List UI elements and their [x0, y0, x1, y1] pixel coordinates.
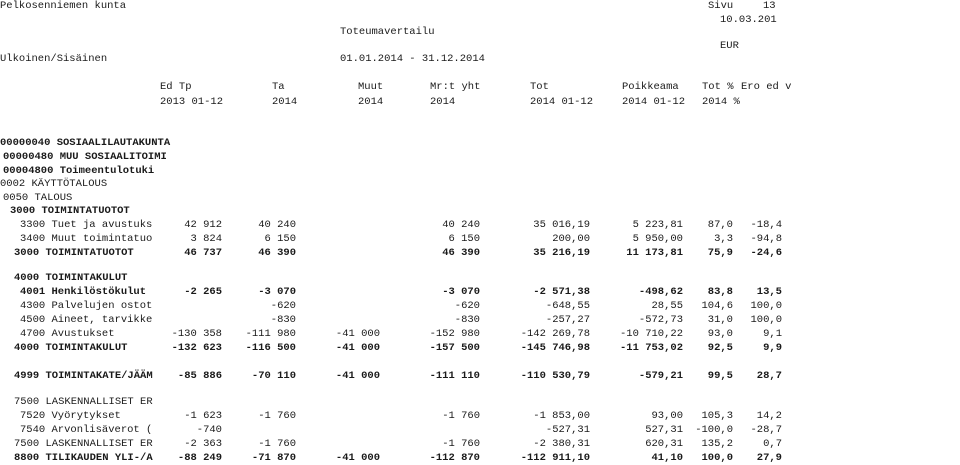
cell-ed-tp: -88 249	[177, 452, 222, 464]
cell-ta: -3 070	[258, 286, 296, 298]
cell-mrt-yht: -157 500	[429, 342, 480, 354]
cell-tot: 35 216,19	[533, 247, 590, 259]
cell-poikkeama: 5 223,81	[632, 219, 683, 231]
cell-ero-ed-v: 27,9	[756, 452, 782, 464]
cell-mrt-yht: -1 760	[442, 410, 480, 422]
cell-ed-tp: -2 265	[184, 286, 222, 298]
cell-ed-tp: -2 363	[184, 438, 222, 450]
cell-tot-pct: 75,9	[707, 247, 733, 259]
cell-ta: 40 240	[258, 219, 296, 231]
cell-poikkeama: 5 950,00	[632, 233, 683, 245]
cell-tot-pct: 31,0	[707, 314, 733, 326]
column-header-ed-tp-period: 2013 01-12	[160, 96, 224, 108]
cell-ero-ed-v: 9,1	[763, 328, 782, 340]
cell-poikkeama: -572,73	[638, 314, 683, 326]
cell-ed-tp: -740	[196, 424, 222, 436]
hierarchy-line: 00000480 MUU SOSIAALITOIMI	[3, 151, 167, 163]
cell-ed-tp: 42 912	[184, 219, 222, 231]
hierarchy-line: 00000040 SOSIAALILAUTAKUNTA	[0, 137, 171, 149]
cell-mrt-yht: -1 760	[442, 438, 480, 450]
cell-muut: -41 000	[335, 452, 380, 464]
cell-poikkeama: 93,00	[651, 410, 683, 422]
cell-ero-ed-v: 9,9	[763, 342, 782, 354]
organization-name: Pelkosenniemen kunta	[0, 0, 127, 12]
cell-ero-ed-v: 0,7	[763, 438, 782, 450]
cell-tot: -2 380,31	[533, 438, 590, 450]
cell-ero-ed-v: 100,0	[750, 314, 782, 326]
row-label: 7520 Vyörytykset	[20, 410, 121, 422]
report-title: Toteumavertailu	[340, 26, 435, 38]
cell-ta: -71 870	[251, 452, 296, 464]
column-header-tot-pct-period: 2014 %	[702, 96, 740, 108]
cell-tot-pct: 105,3	[701, 410, 733, 422]
cell-mrt-yht: -111 110	[429, 370, 480, 382]
row-label: 3400 Muut toimintatuo	[20, 233, 153, 245]
column-header-tot-period: 2014 01-12	[530, 96, 594, 108]
cell-mrt-yht: 6 150	[448, 233, 480, 245]
cell-tot: -648,55	[545, 300, 590, 312]
column-header-muut: Muut	[358, 81, 384, 93]
row-label: 3000 TOIMINTATUOTOT	[14, 247, 134, 259]
cell-ta: 46 390	[258, 247, 296, 259]
cell-muut: -41 000	[335, 370, 380, 382]
report-date: 10.03.201	[720, 14, 777, 26]
cell-ed-tp: -132 623	[171, 342, 222, 354]
cell-ero-ed-v: 13,5	[756, 286, 782, 298]
column-header-muut-period: 2014	[358, 96, 384, 108]
hierarchy-line: 0050 TALOUS	[3, 192, 73, 204]
hierarchy-line: 00004800 Toimeentulotuki	[3, 165, 155, 177]
cell-tot: -1 853,00	[533, 410, 590, 422]
cell-muut: -41 000	[335, 342, 380, 354]
page-number: 13	[763, 0, 776, 12]
row-label: 7540 Arvonlisäverot (	[20, 424, 153, 436]
cell-poikkeama: -10 710,22	[619, 328, 683, 340]
cell-mrt-yht: -112 870	[429, 452, 480, 464]
cell-tot: -112 911,10	[520, 452, 590, 464]
cell-mrt-yht: -830	[454, 314, 480, 326]
cell-poikkeama: 620,31	[645, 438, 683, 450]
column-header-poikkeama: Poikkeama	[622, 81, 679, 93]
cell-ero-ed-v: -24,6	[750, 247, 782, 259]
column-header-tot: Tot	[530, 81, 549, 93]
cell-tot-pct: 100,0	[701, 452, 733, 464]
row-label: 4000 TOIMINTAKULUT	[14, 272, 128, 284]
cell-ta: 6 150	[264, 233, 296, 245]
hierarchy-line: 3000 TOIMINTATUOTOT	[10, 205, 130, 217]
row-label: 7500 LASKENNALLISET ER	[14, 396, 153, 408]
column-header-ed-tp: Ed Tp	[160, 81, 192, 93]
row-label: 4500 Aineet, tarvikke	[20, 314, 153, 326]
cell-ta: -620	[270, 300, 296, 312]
cell-ed-tp: -85 886	[177, 370, 222, 382]
row-label: 4300 Palvelujen ostot	[20, 300, 153, 312]
report-period: 01.01.2014 - 31.12.2014	[340, 53, 485, 65]
row-label: 4000 TOIMINTAKULUT	[14, 342, 128, 354]
cell-tot: -142 269,78	[520, 328, 590, 340]
column-header-tot-pct: Tot %	[702, 81, 734, 93]
row-label: 8800 TILIKAUDEN YLI-/A	[14, 452, 153, 464]
cell-tot-pct: -100,0	[695, 424, 733, 436]
cell-mrt-yht: 40 240	[442, 219, 480, 231]
cell-mrt-yht: 46 390	[442, 247, 480, 259]
row-label: 4999 TOIMINTAKATE/JÄÄM	[14, 370, 153, 382]
cell-ed-tp: -130 358	[171, 328, 222, 340]
cell-ta: -1 760	[258, 410, 296, 422]
row-label: 3300 Tuet ja avustuks	[20, 219, 153, 231]
column-header-ta-period: 2014	[272, 96, 298, 108]
cell-ta: -830	[270, 314, 296, 326]
cell-ta: -111 980	[245, 328, 296, 340]
cell-tot: -2 571,38	[533, 286, 590, 298]
cell-poikkeama: 28,55	[651, 300, 683, 312]
cell-mrt-yht: -3 070	[442, 286, 480, 298]
cell-tot: 200,00	[552, 233, 590, 245]
column-header-poikkeama-period: 2014 01-12	[622, 96, 686, 108]
cell-ta: -70 110	[251, 370, 296, 382]
cell-poikkeama: -579,21	[638, 370, 683, 382]
cell-ero-ed-v: 14,2	[756, 410, 782, 422]
currency-label: EUR	[720, 40, 739, 52]
page-label: Sivu	[708, 0, 734, 12]
row-label: 7500 LASKENNALLISET ER	[14, 438, 153, 450]
cell-tot-pct: 93,0	[707, 328, 733, 340]
cell-tot: -257,27	[545, 314, 590, 326]
cell-tot-pct: 87,0	[707, 219, 733, 231]
cell-poikkeama: -11 753,02	[619, 342, 683, 354]
cell-ero-ed-v: 100,0	[750, 300, 782, 312]
column-header-mrt-yht: Mr:t yht	[430, 81, 481, 93]
cell-poikkeama: -498,62	[638, 286, 683, 298]
column-header-mrt-yht-period: 2014	[430, 96, 456, 108]
cell-poikkeama: 527,31	[645, 424, 683, 436]
row-label: 4001 Henkilöstökulut	[20, 286, 147, 298]
cell-mrt-yht: -152 980	[429, 328, 480, 340]
cell-ero-ed-v: -94,8	[750, 233, 782, 245]
scope-label: Ulkoinen/Sisäinen	[0, 53, 108, 65]
cell-tot: -527,31	[545, 424, 590, 436]
cell-tot-pct: 135,2	[701, 438, 733, 450]
hierarchy-line: 0002 KÄYTTÖTALOUS	[0, 178, 108, 190]
cell-tot: -145 746,98	[520, 342, 590, 354]
column-header-ta: Ta	[272, 81, 285, 93]
cell-tot-pct: 92,5	[707, 342, 733, 354]
column-header-ero-ed-v: Ero ed v	[741, 81, 792, 93]
cell-poikkeama: 11 173,81	[626, 247, 683, 259]
cell-tot: -110 530,79	[520, 370, 590, 382]
row-label: 4700 Avustukset	[20, 328, 115, 340]
cell-ed-tp: 46 737	[184, 247, 222, 259]
cell-tot-pct: 83,8	[707, 286, 733, 298]
cell-tot: 35 016,19	[533, 219, 590, 231]
cell-ero-ed-v: -18,4	[750, 219, 782, 231]
cell-ed-tp: 3 824	[190, 233, 222, 245]
cell-ta: -116 500	[245, 342, 296, 354]
cell-muut: -41 000	[335, 328, 380, 340]
cell-tot-pct: 99,5	[707, 370, 733, 382]
cell-ero-ed-v: -28,7	[750, 424, 782, 436]
cell-ed-tp: -1 623	[184, 410, 222, 422]
cell-ta: -1 760	[258, 438, 296, 450]
cell-tot-pct: 104,6	[701, 300, 733, 312]
cell-poikkeama: 41,10	[651, 452, 683, 464]
cell-tot-pct: 3,3	[714, 233, 733, 245]
cell-ero-ed-v: 28,7	[756, 370, 782, 382]
cell-mrt-yht: -620	[454, 300, 480, 312]
